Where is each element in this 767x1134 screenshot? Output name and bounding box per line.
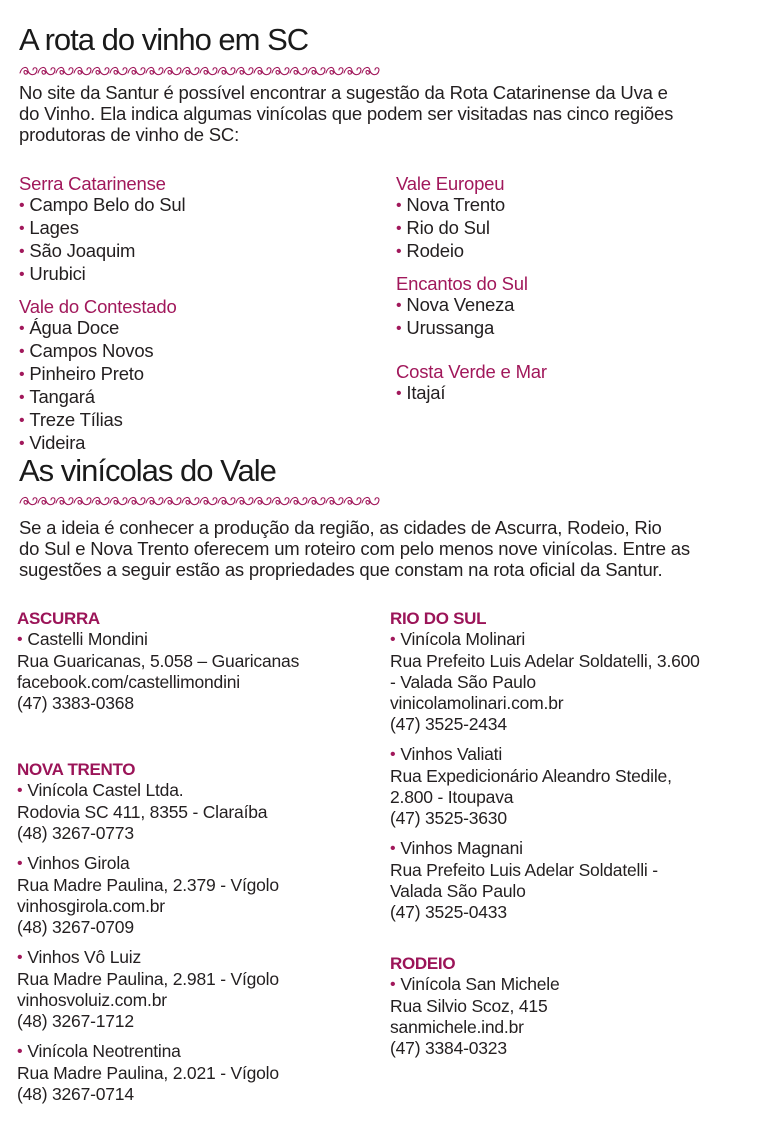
winery-entry bbox=[17, 947, 299, 1032]
town-name: Lages bbox=[29, 217, 79, 238]
bullet-icon: • bbox=[396, 385, 402, 402]
winery-name: Vinícola Neotrentina bbox=[27, 1041, 181, 1061]
winery-detail: Rua Madre Paulina, 2.021 - Vígolo bbox=[17, 1063, 279, 1083]
bullet-icon: • bbox=[19, 197, 25, 214]
intro-line: produtoras de vinho de SC: bbox=[19, 124, 240, 145]
town-item bbox=[19, 240, 185, 263]
wineries-left bbox=[17, 608, 299, 1105]
winery-name-row bbox=[17, 1041, 299, 1063]
city-block bbox=[390, 953, 700, 1059]
winery-name-row bbox=[17, 629, 299, 651]
winery-entry bbox=[17, 853, 299, 938]
winery-detail: Rua Madre Paulina, 2.981 - Vígolo bbox=[17, 969, 279, 989]
bullet-icon: • bbox=[396, 197, 402, 214]
town-item bbox=[396, 382, 547, 405]
town-name: Urubici bbox=[29, 263, 86, 284]
winery-detail: (47) 3525-3630 bbox=[390, 808, 507, 828]
winery-entry bbox=[17, 1041, 299, 1105]
winery-detail: (48) 3267-1712 bbox=[17, 1011, 134, 1031]
winery-name-row bbox=[17, 947, 299, 969]
city-heading: RIO DO SUL bbox=[390, 609, 487, 628]
winery-name: Vinícola Castel Ltda. bbox=[27, 780, 184, 800]
winery-entry bbox=[390, 974, 700, 1059]
town-item bbox=[19, 317, 185, 340]
town-name: Urussanga bbox=[406, 317, 495, 338]
winery-entry bbox=[390, 744, 700, 829]
winery-detail: 2.800 - Itoupava bbox=[390, 787, 514, 807]
region-block bbox=[396, 273, 547, 340]
winery-name-row bbox=[17, 780, 299, 802]
winery-detail: - Valada São Paulo bbox=[390, 672, 536, 692]
bullet-icon: • bbox=[390, 631, 396, 648]
winery-name-row bbox=[17, 853, 299, 875]
intro-line: do Sul e Nova Trento oferecem um roteiro com pelo menos nove vinícolas. Entre as bbox=[19, 538, 690, 559]
section-title: As vinícolas do Vale bbox=[19, 453, 276, 488]
region-title: Costa Verde e Mar bbox=[396, 361, 547, 382]
winery-name: Vinhos Girola bbox=[27, 853, 130, 873]
intro-paragraph bbox=[19, 82, 673, 145]
bullet-icon: • bbox=[19, 266, 25, 283]
winery-entry bbox=[17, 780, 299, 844]
region-title: Serra Catarinense bbox=[19, 173, 166, 194]
winery-detail: Rodovia SC 411, 8355 - Claraíba bbox=[17, 802, 268, 822]
town-item bbox=[396, 294, 547, 317]
winery-detail: (48) 3267-0773 bbox=[17, 823, 134, 843]
town-name: São Joaquim bbox=[29, 240, 136, 261]
town-item bbox=[19, 432, 185, 455]
town-name: Treze Tílias bbox=[29, 409, 123, 430]
intro-line: No site da Santur é possível encontrar a sugestão da Rota Catarinense da Uva e bbox=[19, 82, 668, 103]
region-block bbox=[19, 173, 185, 286]
winery-detail: sanmichele.ind.br bbox=[390, 1017, 524, 1037]
bullet-icon: • bbox=[396, 220, 402, 237]
town-item bbox=[19, 409, 185, 432]
city-block bbox=[17, 608, 299, 714]
city-heading: NOVA TRENTO bbox=[17, 760, 136, 779]
bullet-icon: • bbox=[19, 320, 25, 337]
winery-entry bbox=[17, 629, 299, 714]
intro-line: Se a ideia é conhecer a produção da região, as cidades de Ascurra, Rodeio, Rio bbox=[19, 517, 662, 538]
intro-line: do Vinho. Ela indica algumas vinícolas que podem ser visitadas nas cinco regiões bbox=[19, 103, 674, 124]
town-name: Água Doce bbox=[29, 317, 120, 338]
town-name: Rodeio bbox=[406, 240, 464, 261]
bullet-icon: • bbox=[17, 631, 23, 648]
winery-detail: facebook.com/castellimondini bbox=[17, 672, 240, 692]
town-name: Tangará bbox=[29, 386, 95, 407]
town-item bbox=[396, 217, 547, 240]
winery-detail: (47) 3525-0433 bbox=[390, 902, 507, 922]
bullet-icon: • bbox=[390, 840, 396, 857]
town-name: Rio do Sul bbox=[406, 217, 490, 238]
winery-name: Vinhos Vô Luiz bbox=[27, 947, 142, 967]
bullet-icon: • bbox=[17, 1043, 23, 1060]
bullet-icon: • bbox=[19, 389, 25, 406]
winery-detail: Rua Prefeito Luis Adelar Soldatelli - bbox=[390, 860, 658, 880]
bullet-icon: • bbox=[17, 782, 23, 799]
town-name: Campo Belo do Sul bbox=[29, 194, 186, 215]
bullet-icon: • bbox=[390, 976, 396, 993]
region-title: Vale do Contestado bbox=[19, 296, 177, 317]
town-name: Nova Veneza bbox=[406, 294, 515, 315]
winery-detail: (48) 3267-0714 bbox=[17, 1084, 134, 1104]
bullet-icon: • bbox=[396, 243, 402, 260]
winery-detail: Rua Expedicionário Aleandro Stedile, bbox=[390, 766, 672, 786]
town-item bbox=[19, 363, 185, 386]
section-intro bbox=[19, 517, 690, 580]
region-block bbox=[396, 173, 547, 263]
region-title: Encantos do Sul bbox=[396, 273, 528, 294]
winery-detail: Rua Madre Paulina, 2.379 - Vígolo bbox=[17, 875, 279, 895]
bullet-icon: • bbox=[19, 412, 25, 429]
city-heading: RODEIO bbox=[390, 954, 456, 973]
winery-detail: (47) 3525-2434 bbox=[390, 714, 507, 734]
town-name: Itajaí bbox=[406, 382, 446, 403]
town-item bbox=[19, 263, 185, 286]
winery-detail: Rua Prefeito Luis Adelar Soldatelli, 3.600 bbox=[390, 651, 700, 671]
bullet-icon: • bbox=[390, 746, 396, 763]
city-block bbox=[390, 608, 700, 923]
flourish-divider-icon bbox=[19, 64, 381, 78]
winery-name-row bbox=[390, 838, 700, 860]
town-item bbox=[19, 217, 185, 240]
bullet-icon: • bbox=[19, 435, 25, 452]
town-name: Nova Trento bbox=[406, 194, 505, 215]
winery-name: Vinícola San Michele bbox=[400, 974, 560, 994]
winery-detail: vinhosgirola.com.br bbox=[17, 896, 165, 916]
town-name: Videira bbox=[29, 432, 86, 453]
town-item bbox=[19, 194, 185, 217]
winery-detail: Rua Silvio Scoz, 415 bbox=[390, 996, 548, 1016]
bullet-icon: • bbox=[396, 320, 402, 337]
wineries-right bbox=[390, 608, 700, 1059]
bullet-icon: • bbox=[19, 243, 25, 260]
bullet-icon: • bbox=[19, 343, 25, 360]
winery-detail: Valada São Paulo bbox=[390, 881, 526, 901]
winery-name: Vinhos Valiati bbox=[400, 744, 503, 764]
city-heading: ASCURRA bbox=[17, 609, 100, 628]
winery-detail: vinicolamolinari.com.br bbox=[390, 693, 564, 713]
winery-detail: (47) 3384-0323 bbox=[390, 1038, 507, 1058]
bullet-icon: • bbox=[19, 366, 25, 383]
town-item bbox=[396, 317, 547, 340]
region-block bbox=[396, 361, 547, 405]
winery-entry bbox=[390, 838, 700, 923]
winery-name-row bbox=[390, 744, 700, 766]
winery-entry bbox=[390, 629, 700, 735]
flourish-divider-icon bbox=[19, 494, 381, 508]
intro-line: sugestões a seguir estão as propriedades que constam na rota oficial da Santur. bbox=[19, 559, 663, 580]
bullet-icon: • bbox=[19, 220, 25, 237]
town-item bbox=[396, 240, 547, 263]
winery-name: Vinhos Magnani bbox=[400, 838, 523, 858]
town-item bbox=[19, 386, 185, 409]
winery-name: Castelli Mondini bbox=[27, 629, 148, 649]
bullet-icon: • bbox=[396, 297, 402, 314]
bullet-icon: • bbox=[17, 855, 23, 872]
winery-name-row bbox=[390, 974, 700, 996]
city-block bbox=[17, 759, 299, 1105]
regions-right bbox=[396, 173, 547, 405]
region-block bbox=[19, 296, 185, 455]
winery-detail: (48) 3267-0709 bbox=[17, 917, 134, 937]
region-title: Vale Europeu bbox=[396, 173, 505, 194]
winery-detail: Rua Guaricanas, 5.058 – Guaricanas bbox=[17, 651, 300, 671]
winery-name: Vinícola Molinari bbox=[400, 629, 526, 649]
winery-detail: (47) 3383-0368 bbox=[17, 693, 134, 713]
town-item bbox=[19, 340, 185, 363]
town-name: Campos Novos bbox=[29, 340, 154, 361]
winery-detail: vinhosvoluiz.com.br bbox=[17, 990, 167, 1010]
town-item bbox=[396, 194, 547, 217]
bullet-icon: • bbox=[17, 949, 23, 966]
town-name: Pinheiro Preto bbox=[29, 363, 144, 384]
page-title: A rota do vinho em SC bbox=[19, 22, 309, 57]
winery-name-row bbox=[390, 629, 700, 651]
regions-left bbox=[19, 173, 185, 455]
